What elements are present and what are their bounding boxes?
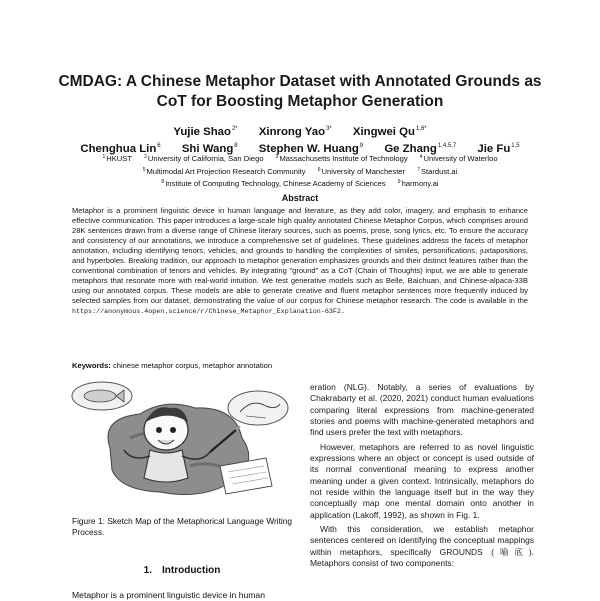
author: Xinrong Yao$^{3*}$ <box>258 126 332 138</box>
metaphor-sketch-illustration-icon <box>70 378 292 498</box>
author-list <box>60 122 540 156</box>
abstract-body <box>72 206 528 318</box>
thought-bubble-right <box>228 391 288 425</box>
character-eye-right <box>170 427 176 433</box>
author: Xingwei $Qu^{1,6*}$ <box>352 126 427 138</box>
figure-1 <box>70 378 292 498</box>
author: Jie Fu$^{1,5}$ <box>477 143 520 155</box>
abstract-heading: Abstract <box>281 193 319 203</box>
affiliation: $^9$harmony.ai <box>397 179 439 189</box>
character-body <box>144 450 188 482</box>
affiliation: $^2$University of California, San Diego <box>144 154 264 163</box>
abstract-text: Metaphor is a prominent linguistic device in human language and literature, as they add color, imagery, and emphasis to enhance effective communication. This paper introduces a large-scale high quality annotated Chinese Metaphor Corpus, which comprises around 28K sentences drawn from a diverse range of Chinese literary sources, such as poems, prose, song lyrics, etc. To ensure the accuracy and consistency of our annotations, we introduce a comprehensive set of guidelines. These guidelines address the facets of metaphor annotation, including identifying tenors, vehicles, and grounds to handling the complexities of similes, personifications, juxtapositions, and hyperboles. Breaking tradition, our approach to metaphor generation emphasizes grounds and their distinct features rather than the conventional combination of tenors and vehicles. By integrating "ground" as a CoT (Chain of Thoughts) input, we are able to generate metaphors that resonate more with real-world intuition. We test generative models such as Belle, Baichuan, and Chinese-alpaca-33B using our annotated corpus. These models are able to generate creative and fluent metaphor sentences more frequently induced by selected samples from our dataset, demonstrating the value of our corpus for Chinese metaphor research. The code is available in the <box>72 206 528 306</box>
keywords-label: Keywords: <box>72 361 111 370</box>
affiliation-row-3 <box>70 177 530 190</box>
section-title: Introduction <box>162 565 221 576</box>
title-line-2: CoT for Boosting Metaphor Generation <box>156 93 444 110</box>
author-row-1 <box>60 122 540 139</box>
paragraph: With this consideration, we establish metaphor sentences centered on identifying the conceptual mappings within metaphors, specifically GROUNDS (喻底). Metaphors consist of two components: <box>310 524 534 569</box>
author: Chenghua Lin$^6$ <box>80 143 161 155</box>
code-url-link[interactable]: https://anonymous.4open.science/r/Chinese_Metaphor_Explanation-63F2. <box>72 308 345 317</box>
affiliation: $^8$Institute of Computing Technology, Chinese Academy of Sciences <box>161 179 386 189</box>
affiliation-list <box>70 152 530 190</box>
affiliation: $^5$Multimodal Art Projection Research Community <box>142 166 306 176</box>
author: Ge Zhang$^{1,4,5,7}$ <box>384 143 457 155</box>
introduction-first-line: Metaphor is a prominent linguistic device in human <box>72 590 265 600</box>
keywords-line <box>72 361 528 370</box>
keywords-text: chinese metaphor corpus, metaphor annotation <box>110 361 273 370</box>
affiliation-row-2 <box>70 165 530 178</box>
author: Stephen W. Huang$^9$ <box>258 143 364 155</box>
affiliation-row-1 <box>70 152 530 165</box>
affiliation: $^3$Massachusetts Institute of Technology <box>275 154 408 163</box>
affiliation: $^1$HKUST <box>102 154 132 163</box>
figure-caption: Figure 1: Sketch Map of the Metaphorical Language Writing Process. <box>72 516 292 537</box>
affiliation: $^4$University of Waterloo <box>419 154 498 163</box>
paragraph: However, metaphors are referred to as novel linguistic expressions where an object or concept is used outside of its normal conventional meaning to express another meaning under a given context. Intrinsically, metaphors do not reside within the language itself but in the way they conceptually map one mental domain onto another in application (Lakoff, 1992), as shown in Fig. 1. <box>310 441 534 520</box>
paper-title <box>40 72 560 112</box>
affiliation: $^6$University of Manchester <box>317 166 406 176</box>
section-heading-introduction <box>72 565 292 576</box>
section-number: 1. <box>143 565 152 576</box>
title-line-1: CMDAG: A Chinese Metaphor Dataset with Annotated Grounds as <box>58 73 542 90</box>
right-column-text <box>310 382 534 573</box>
author: Shi Wang$^8$ <box>181 143 238 155</box>
affiliation: $^7$Stardust.ai <box>417 166 458 176</box>
paragraph: eration (NLG). Notably, a series of evaluations by Chakrabarty et al. (2020, 2021) conduct human evaluations comparing literal expressions from machine-generated stories and poems with machine-generated metaphors and find users prefer the text with metaphors. <box>310 382 534 438</box>
fish-shape <box>84 390 116 402</box>
character-eye-left <box>156 427 162 433</box>
author: Yujie Shao$^{2*}$ <box>173 126 238 138</box>
